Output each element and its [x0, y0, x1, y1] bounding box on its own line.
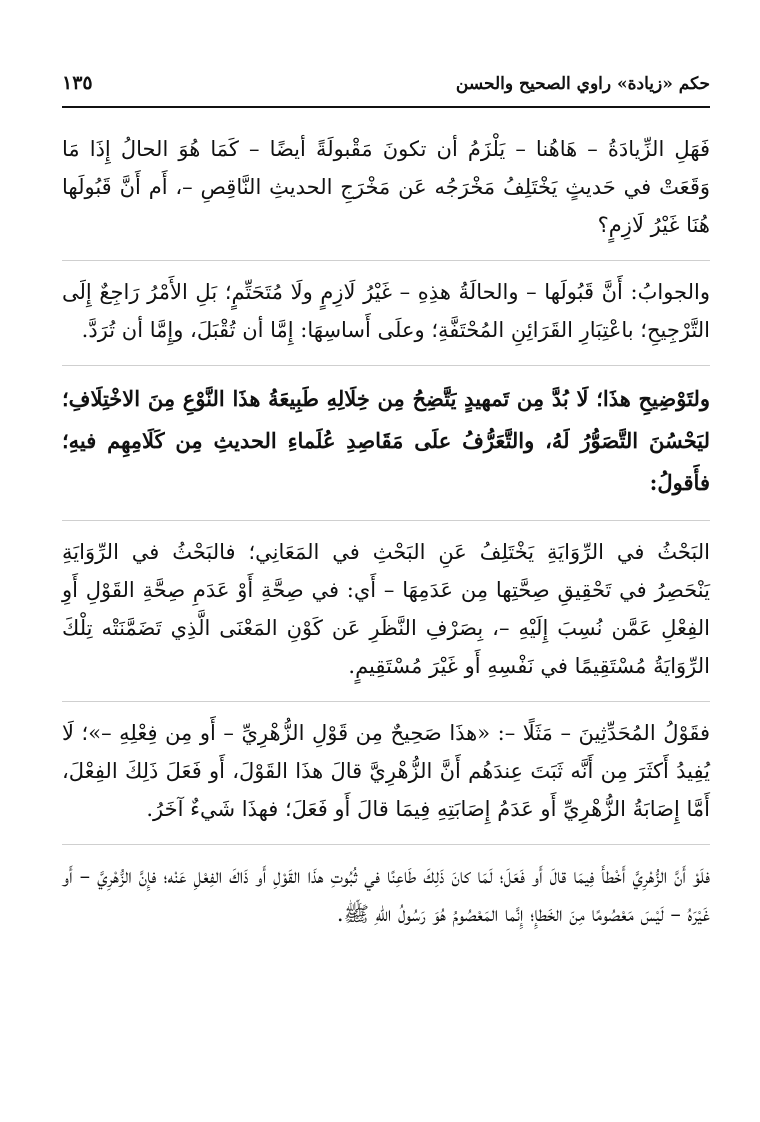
- paragraph-divider: [62, 701, 710, 702]
- paragraph-divider: [62, 260, 710, 261]
- page-number: ١٣٥: [62, 72, 93, 94]
- paragraph-divider: [62, 365, 710, 366]
- paragraph-infallibility: فلَوْ أَنَّ الزُّهْرِيَّ أَخْطأَ فِيمَا قالَ أَو فَعَلَ؛ لَمَا كانَ ذَلِكَ طَاعِنًا في ثُبُوتِ هذَا القَوْلِ أَو ذَاكَ الفِعْلِ عَنْه؛ فإِنَّ الزُّهْرِيَّ – أَو غَيْرَهُ – لَيْسَ مَعْصُومًا مِنَ الخَطإِ؛ إِنَّما المَعْصُومُ هُوَ رَسُولُ اللهِ ﷺ.: [62, 864, 710, 926]
- paragraph-zuhri-example: فقَوْلُ المُحَدِّثِينَ – مَثَلًا –: «هذَا صَحِيحٌ مِن قَوْلِ الزُّهْرِيِّ – أَو مِن فِعْلِهِ –»؛ لَا يُفِيدُ أَكثَرَ مِن أَنَّه ثَبَتَ عِندَهُم أَنَّ الزُّهْرِيَّ قالَ هذَا القَوْلَ، أَو فَعَلَ ذَلِكَ الفِعْلَ، أَمَّا إِصَابَةُ الزُّهْرِيِّ أَو عَدَمُ إِصَابَتِهِ فِيمَا قالَ أَو فَعَلَ؛ فهذَا شَيءٌ آخَرُ.: [62, 721, 710, 821]
- paragraph-divider: [62, 844, 710, 845]
- paragraph-divider: [62, 520, 710, 521]
- page-body: [62, 130, 710, 933]
- paragraph-question: فَهَلِ الزِّيادَةُ – هَاهُنا – يَلْزَمُ أن تكونَ مَقْبولَةً أيضًا – كَمَا هُوَ الحالُ إِذَا مَا وَقَعَتْ في حَديثٍ يَخْتَلِفُ مَخْرَجُه عَن مَخْرَجِ الحديثِ النَّاقِصِ –، أَم أَنَّ قَبُولَها هُنَا غَيْرُ لَازِمٍ؟: [62, 137, 710, 237]
- page-header: [62, 66, 710, 108]
- running-title: حكم «زيادة» راوي الصحيح والحسن: [455, 74, 710, 94]
- paragraph-clarification-heading: ولتَوْضِيحِ هذَا؛ لَا بُدَّ مِن تَمهيدٍ يَتَّضِحُ مِن خِلَالِهِ طَبِيعَةُ هذَا النَّوْعِ مِنَ الاخْتِلَافِ؛ ليَحْسُنَ التَّصَوُّرُ لَهُ، والتَّعَرُّفُ علَى مَقَاصِدِ عُلَماءِ الحديثِ مِن كَلَامِهِم فيهِ؛ فأَقولُ:: [62, 386, 710, 495]
- paragraph-answer: والجوابُ: أَنَّ قَبُولَها – والحالَةُ هذِهِ – غَيْرُ لَازِمٍ ولَا مُتَحَتِّمٍ؛ بَلِ الأَمْرُ رَاجِعٌ إِلَى التَّرْجِيحِ؛ باعْتِبَارِ القَرَائِنِ المُحْتَفَّةِ؛ وعلَى أَساسِهَا: إِمَّا أن تُقْبَلَ، وإِمَّا أن تُرَدَّ.: [62, 280, 710, 342]
- book-page: [62, 66, 710, 1076]
- paragraph-narration-vs-meaning: البَحْثُ في الرِّوَايَةِ يَخْتَلِفُ عَنِ البَحْثِ في المَعَانِي؛ فالبَحْثُ في الرِّوَايَةِ يَنْحَصِرُ في تَحْقِيقِ صِحَّتِها مِن عَدَمِهَا – أَي: في صِحَّةِ أَوْ عَدَمِ صِحَّةِ القَوْلِ أَوِ الفِعْلِ عَمَّن نُسِبَ إِلَيْهِ –، بِصَرْفِ النَّظَرِ عَن كَوْنِ المَعْنَى الَّذِي تَضَمَّنَتْه تِلْكَ الرِّوَايَةُ مُسْتَقِيمًا في نَفْسِهِ أَو غَيْرَ مُسْتَقِيمٍ.: [62, 540, 710, 678]
